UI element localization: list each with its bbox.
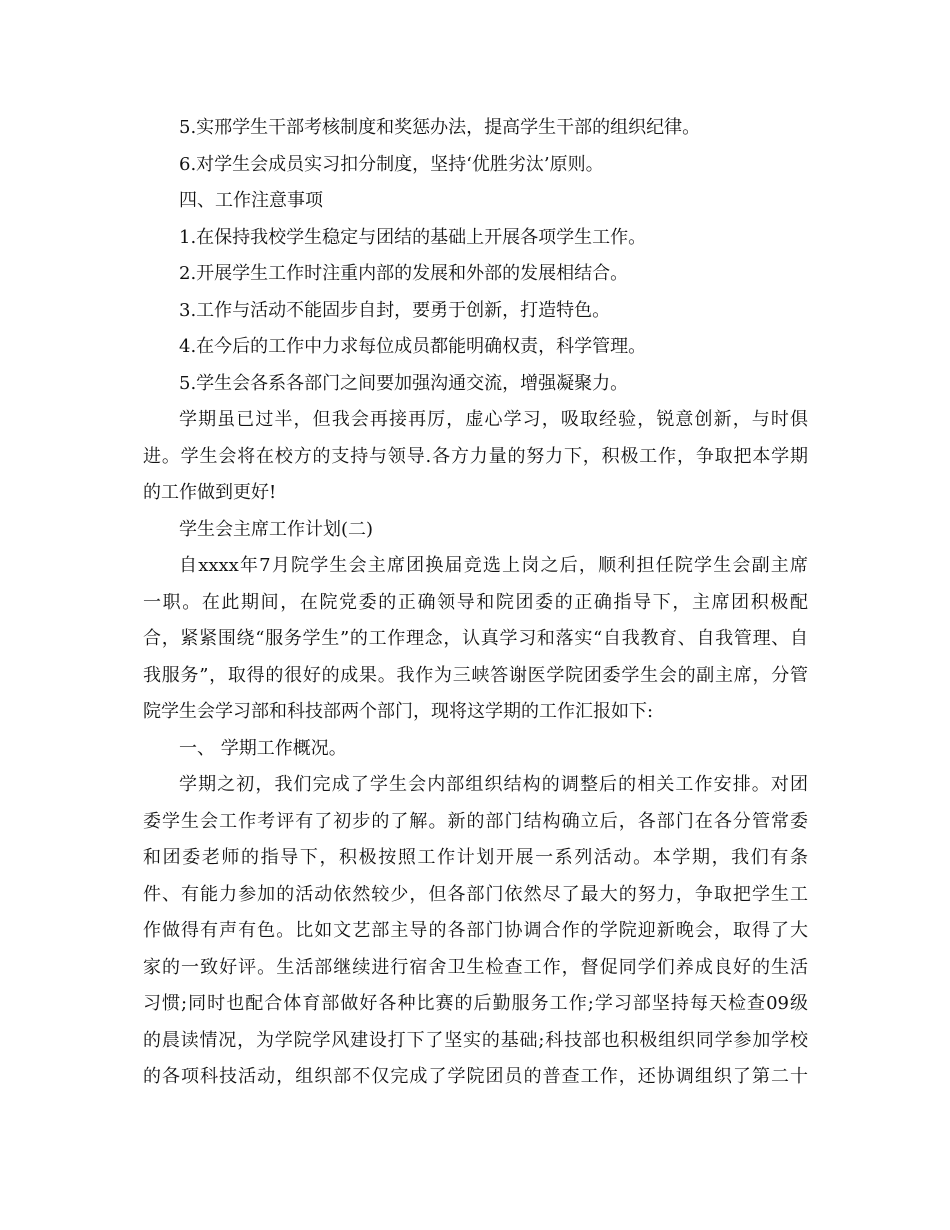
text-line: 4.在今后的工作中力求每位成员都能明确权责，科学管理。 [179, 336, 647, 357]
document-subtitle: 学生会主席工作计划(二) [179, 518, 374, 540]
section-heading: 一、 学期工作概况。 [179, 737, 347, 759]
text-line: 学期虽已过半，但我会再接再厉，虚心学习，吸取经验，锐意创新，与时俱 [179, 409, 808, 430]
text-line: 我服务”，取得的很好的成果。我作为三峡答谢医学院团委学生会的副主席，分管 [143, 664, 808, 686]
text-line: 家的一致好评。生活部继续进行宿舍卫生检查工作，督促同学们养成良好的生活 [143, 956, 808, 978]
text-line: 件、有能力参加的活动依然较少，但各部门依然尽了最大的努力，争取把学生工 [143, 883, 808, 905]
text-line: 学期之初，我们完成了学生会内部组织结构的调整后的相关工作安排。对团 [179, 774, 808, 795]
text-line: 进。学生会将在校方的支持与领导.各方力量的努力下，积极工作，争取把本学期 [143, 445, 808, 467]
text-line: 2.开展学生工作时注重内部的发展和外部的发展相结合。 [179, 263, 629, 284]
text-line: 作做得有声有色。比如文艺部主导的各部门协调合作的学院迎新晚会，取得了大 [143, 920, 808, 941]
text-line: 习惯;同时也配合体育部做好各种比赛的后勤服务工作;学习部坚持每天检查09级 [143, 993, 808, 1014]
text-line: 自xxxx年7月院学生会主席团换届竞选上岗之后，顺利担任院学生会副主席 [179, 555, 808, 576]
text-line: 合，紧紧围绕“服务学生”的工作理念，认真学习和落实“自我教育、自我管理、自 [143, 628, 808, 649]
text-line: 和团委老师的指导下，积极按照工作计划开展一系列活动。本学期，我们有条 [143, 847, 808, 868]
text-line: 院学生会学习部和科技部两个部门，现将这学期的工作汇报如下: [143, 701, 654, 722]
text-line: 委学生会工作考评有了初步的了解。新的部门结构确立后，各部门在各分管常委 [143, 810, 808, 832]
text-line: 的工作做到更好! [143, 482, 277, 503]
text-line: 5.实邢学生干部考核制度和奖惩办法，提高学生干部的组织纪律。 [179, 117, 701, 138]
text-line: 5.学生会各系各部门之间要加强沟通交流，增强凝聚力。 [179, 372, 629, 394]
text-line: 一职。在此期间，在院党委的正确领导和院团委的正确指导下，主席团积极配 [143, 591, 808, 613]
text-line: 3.工作与活动不能固步自封，要勇于创新，打造特色。 [179, 299, 611, 321]
text-line: 6.对学生会成员实习扣分制度，坚持‘优胜劣汰’原则。 [179, 153, 604, 175]
text-line: 1.在保持我校学生稳定与团结的基础上开展各项学生工作。 [179, 226, 647, 248]
section-heading: 四、工作注意事项 [179, 190, 323, 211]
text-line: 的各项科技活动，组织部不仅完成了学院团员的普查工作，还协调组织了第二十 [143, 1066, 808, 1087]
text-line: 的晨读情况，为学院学风建设打下了坚实的基础;科技部也积极组织同学参加学校 [143, 1029, 808, 1051]
document-body [143, 110, 808, 1096]
